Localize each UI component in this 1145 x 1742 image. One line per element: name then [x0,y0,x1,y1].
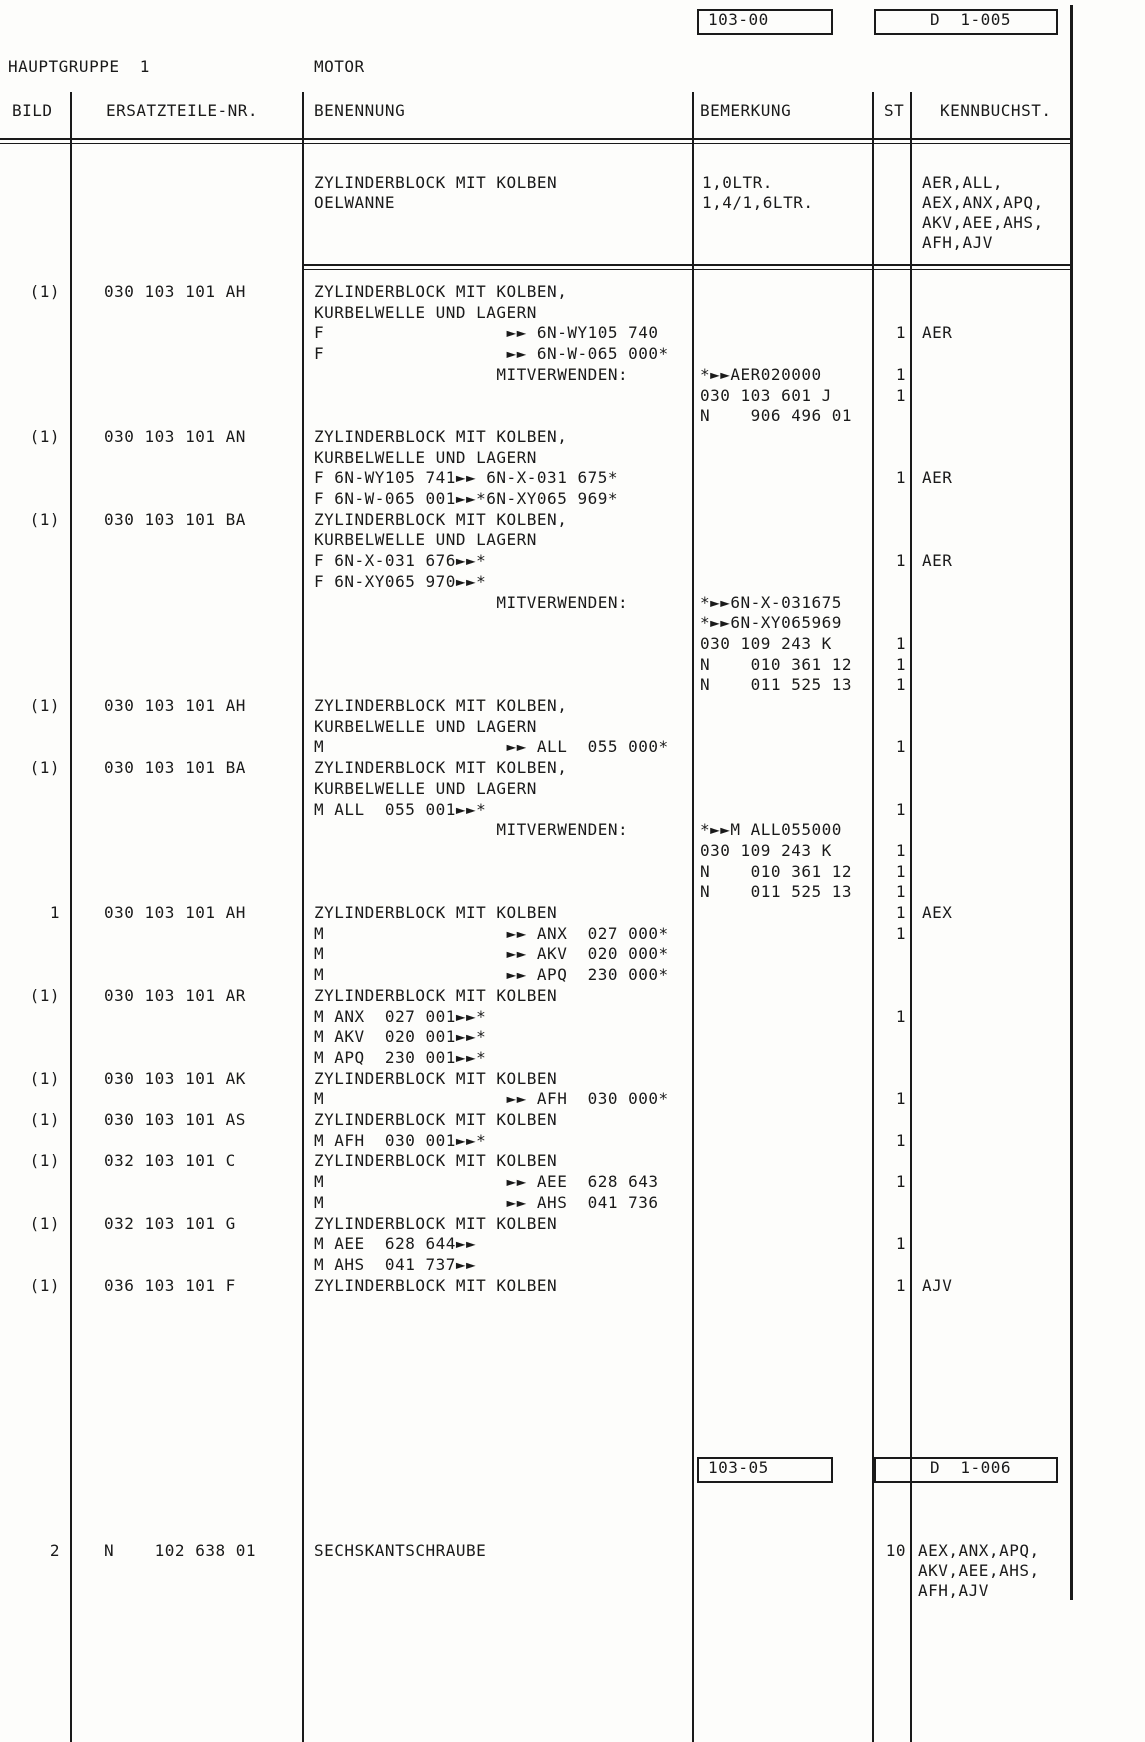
row-part-number: 032 103 101 G [104,1213,236,1233]
row-part-number: 030 103 101 AR [104,985,246,1005]
hauptgruppe-label: HAUPTGRUPPE 1 [8,57,150,76]
row-benennung: KURBELWELLE UND LAGERN [314,447,537,467]
row-bemerkung: 030 109 243 K [700,840,832,860]
section-ref-2: 103-05 [708,1458,769,1477]
row-benennung: M AKV 020 001►►* [314,1027,487,1047]
row-benennung: M AHS 041 737►► [314,1254,477,1274]
row-benennung: ZYLINDERBLOCK MIT KOLBEN, [314,758,568,778]
row-kennbuchst: AJV [922,1275,953,1295]
col-st-header: ST [884,101,905,120]
row-benennung: M ►► AEE 628 643 [314,1172,659,1192]
row-benennung: M ALL 055 001►►* [314,799,487,819]
row-part-number: 030 103 101 BA [104,758,246,778]
row-bild: (1) [29,1068,60,1088]
col-divider-bild [70,92,72,1742]
row-benennung: F 6N-W-065 001►►*6N-XY065 969* [314,489,618,508]
row-benennung: ZYLINDERBLOCK MIT KOLBEN [314,1068,558,1088]
col-divider-ben [692,92,694,1742]
row-benennung: KURBELWELLE UND LAGERN [314,302,537,322]
row-st: 1 [895,799,906,819]
row-st: 1 [895,737,906,757]
page-ref: D 1-005 [930,10,1012,29]
row-benennung: ZYLINDERBLOCK MIT KOLBEN [314,1151,558,1171]
intro-benennung-2: OELWANNE [314,193,396,212]
row-kennbuchst: AER [922,551,953,571]
row-benennung: M ►► AKV 020 000* [314,944,669,964]
row-benennung: ZYLINDERBLOCK MIT KOLBEN, [314,282,568,301]
row-bild: (1) [29,282,60,301]
row-part-number: 030 103 101 AH [104,696,246,715]
row-bemerkung: N 906 496 01 [700,406,852,426]
intro-rule-2 [302,269,1070,270]
row-st: 1 [895,1172,906,1192]
col-divider-nr [302,92,304,1742]
row-bemerkung: *►►6N-X-031675 [700,592,842,612]
row-bild: (1) [29,1151,60,1171]
row-bild: (1) [29,985,60,1005]
row-benennung: F 6N-X-031 676►►* [314,551,487,571]
row-benennung: M ►► AFH 030 000* [314,1089,669,1109]
row-benennung: KURBELWELLE UND LAGERN [314,716,537,736]
intro-kennbuchst-2: AEX,ANX,APQ, [922,193,1044,212]
right-border [1070,5,1073,1600]
row-benennung: ZYLINDERBLOCK MIT KOLBEN [314,1213,558,1233]
bottom-kennbuchst-2: AKV,AEE,AHS, [918,1561,1040,1580]
intro-bemerkung-1: 1,0LTR. [702,173,773,192]
col-bemerkung-header: BEMERKUNG [700,101,792,120]
row-st: 1 [895,1089,906,1109]
intro-benennung-1: ZYLINDERBLOCK MIT KOLBEN [314,173,558,192]
row-st: 1 [895,633,906,653]
page-ref-2: D 1-006 [930,1458,1012,1477]
row-bild: (1) [29,696,60,715]
row-benennung: MITVERWENDEN: [314,820,629,840]
row-benennung: MITVERWENDEN: [314,592,629,612]
row-benennung: M ►► ALL 055 000* [314,737,669,757]
row-st: 1 [895,1130,906,1150]
row-benennung: ZYLINDERBLOCK MIT KOLBEN, [314,696,568,715]
row-benennung: M AFH 030 001►►* [314,1130,487,1150]
row-benennung: F 6N-XY065 970►►* [314,571,487,591]
row-benennung: M AEE 628 644►► [314,1234,477,1254]
row-benennung: F ►► 6N-W-065 000* [314,344,669,364]
row-benennung: ZYLINDERBLOCK MIT KOLBEN [314,903,558,922]
row-st: 1 [895,923,906,943]
group-title: MOTOR [314,57,365,76]
row-part-number: 030 103 101 AK [104,1068,246,1088]
intro-rule [302,264,1070,266]
table-bottom-rule [0,1452,697,1453]
row-bild: 1 [49,903,60,922]
col-ersatzteile-header: ERSATZTEILE-NR. [106,101,258,120]
row-benennung: KURBELWELLE UND LAGERN [314,778,537,798]
row-bemerkung: *►►M ALL055000 [700,820,842,840]
row-st: 1 [895,654,906,674]
row-bemerkung: 030 109 243 K [700,633,832,653]
row-st: 1 [895,675,906,695]
row-bild: (1) [29,1275,60,1295]
row-bemerkung: N 011 525 13 [700,882,852,902]
row-part-number: 032 103 101 C [104,1151,236,1171]
bottom-kennbuchst-3: AFH,AJV [918,1581,989,1600]
row-part-number: 030 103 101 AH [104,903,246,922]
row-benennung: KURBELWELLE UND LAGERN [314,530,537,550]
row-kennbuchst: AER [922,323,953,343]
row-bild: (1) [29,509,60,529]
row-st: 1 [895,1234,906,1254]
row-benennung: M ►► APQ 230 000* [314,965,669,985]
bottom-bild: 2 [49,1541,60,1560]
row-st: 1 [895,903,906,922]
row-st: 1 [895,551,906,571]
row-bemerkung: 030 103 601 J [700,385,832,405]
row-benennung: MITVERWENDEN: [314,364,629,384]
col-benennung-header: BENENNUNG [314,101,406,120]
intro-kennbuchst-1: AER,ALL, [922,173,1004,192]
row-kennbuchst: AEX [922,903,953,922]
row-st: 1 [895,840,906,860]
row-part-number: 030 103 101 AH [104,282,246,301]
row-part-number: 030 103 101 AN [104,426,246,446]
row-bild: (1) [29,758,60,778]
row-st: 1 [895,1275,906,1295]
row-st: 1 [895,861,906,881]
row-part-number: 036 103 101 F [104,1275,236,1295]
row-part-number: 030 103 101 BA [104,509,246,529]
row-part-number: 030 103 101 AS [104,1110,246,1129]
row-benennung: M ►► ANX 027 000* [314,923,669,943]
row-st: 1 [895,323,906,343]
row-benennung: M ►► AHS 041 736 [314,1192,659,1212]
row-st: 1 [895,364,906,384]
bottom-kennbuchst-1: AEX,ANX,APQ, [918,1541,1040,1560]
row-benennung: F ►► 6N-WY105 740 [314,323,659,343]
row-benennung: M ANX 027 001►►* [314,1006,487,1026]
row-benennung: M APQ 230 001►►* [314,1047,487,1067]
intro-kennbuchst-3: AKV,AEE,AHS, [922,213,1044,232]
bottom-st: 10 [885,1541,906,1560]
row-bemerkung: *►►6N-XY065969 [700,613,842,633]
row-bemerkung: N 010 361 12 [700,654,852,674]
row-benennung: ZYLINDERBLOCK MIT KOLBEN [314,1110,558,1129]
row-st: 1 [895,385,906,405]
row-benennung: ZYLINDERBLOCK MIT KOLBEN [314,1275,558,1295]
section-ref: 103-00 [708,10,769,29]
row-bemerkung: *►►AER020000 [700,364,822,384]
bottom-part-number: N 102 638 01 [104,1541,256,1560]
row-kennbuchst: AER [922,468,953,488]
row-bemerkung: N 010 361 12 [700,861,852,881]
row-benennung: F 6N-WY105 741►► 6N-X-031 675* [314,468,618,488]
col-kennbuchst-header: KENNBUCHST. [940,101,1052,120]
row-st: 1 [895,468,906,488]
row-benennung: ZYLINDERBLOCK MIT KOLBEN, [314,426,568,446]
row-st: 1 [895,1006,906,1026]
row-benennung: ZYLINDERBLOCK MIT KOLBEN [314,985,558,1005]
intro-kennbuchst-4: AFH,AJV [922,233,993,252]
col-bild-header: BILD [12,101,53,120]
row-bild: (1) [29,1213,60,1233]
row-benennung: ZYLINDERBLOCK MIT KOLBEN, [314,509,568,529]
row-st: 1 [895,882,906,902]
bottom-benennung: SECHSKANTSCHRAUBE [314,1541,487,1560]
row-bild: (1) [29,1110,60,1129]
row-bemerkung: N 011 525 13 [700,675,852,695]
row-bild: (1) [29,426,60,446]
col-divider-st [910,92,912,1742]
intro-bemerkung-2: 1,4/1,6LTR. [702,193,814,212]
